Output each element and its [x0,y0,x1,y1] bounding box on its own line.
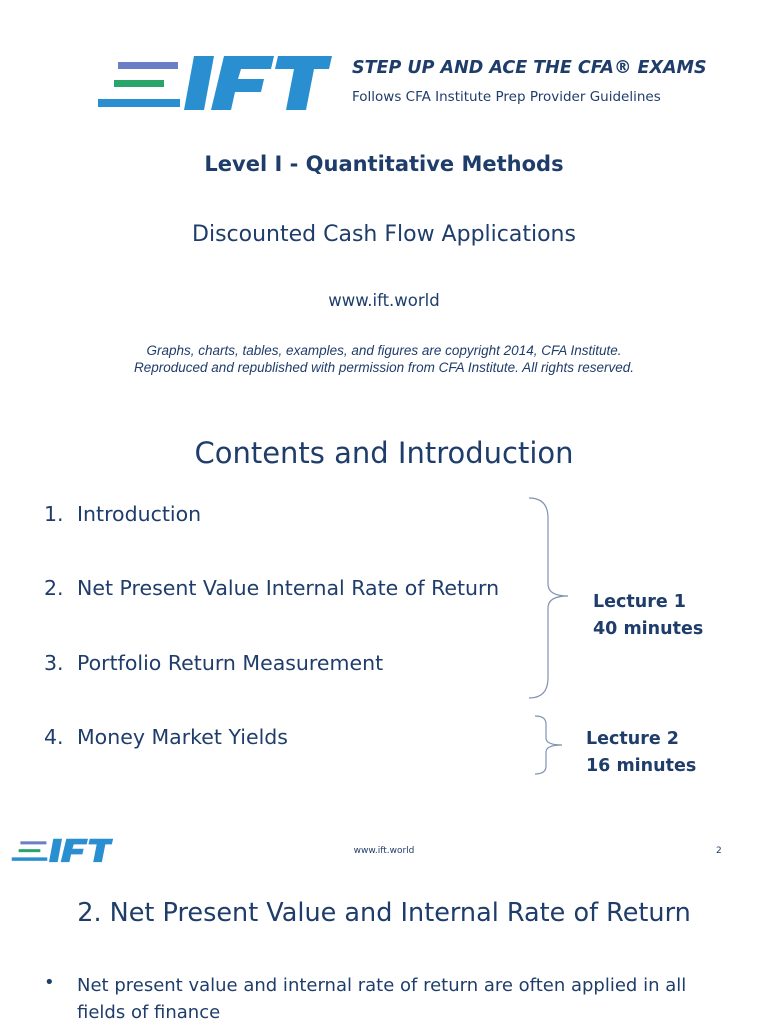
lecture-duration: 40 minutes [593,619,704,639]
copyright-line-1: Graphs, charts, tables, examples, and figures are copyright 2014, CFA Institute. [146,343,622,358]
bullet-text: Net present value and internal rate of return are often applied in all fields of finance [77,975,687,1023]
contents-item [44,576,499,600]
page-title: Level I - Quantitative Methods [204,152,564,176]
footer-url[interactable]: www.ift.world [353,846,415,856]
bullet-icon: • [44,972,55,993]
item-number: 1. [44,502,64,526]
logo-subtagline: Follows CFA Institute Prep Provider Guidelines [352,89,661,105]
item-number: 3. [44,651,64,675]
brace-icon [532,714,572,776]
brace-icon [524,496,574,700]
item-number: 4. [44,725,64,749]
contents-item [44,651,383,675]
contents-item [44,502,201,526]
logo-tagline: STEP UP AND ACE THE CFA® EXAMS [352,58,707,78]
lecture-duration: 16 minutes [586,756,697,776]
item-label: Net Present Value Internal Rate of Return [77,576,500,600]
copyright-notice [0,342,768,376]
copyright-line-2: Reproduced and republished with permission from CFA Institute. All rights reserved. [134,360,634,375]
page-number: 2 [716,846,722,856]
item-label: Introduction [77,502,202,526]
contents-item [44,725,288,749]
contents-title: Contents and Introduction [194,436,574,470]
ift-logo [96,52,332,112]
lecture-name: Lecture 1 [593,592,686,612]
site-url[interactable]: www.ift.world [328,291,440,310]
item-number: 2. [44,576,64,600]
lecture-1-label [593,589,703,643]
section-title: 2. Net Present Value and Internal Rate of Return [77,898,691,928]
lecture-name: Lecture 2 [586,729,679,749]
lecture-2-label [586,726,696,780]
item-label: Portfolio Return Measurement [77,651,384,675]
page-subtitle: Discounted Cash Flow Applications [192,222,576,247]
item-label: Money Market Yields [77,725,288,749]
